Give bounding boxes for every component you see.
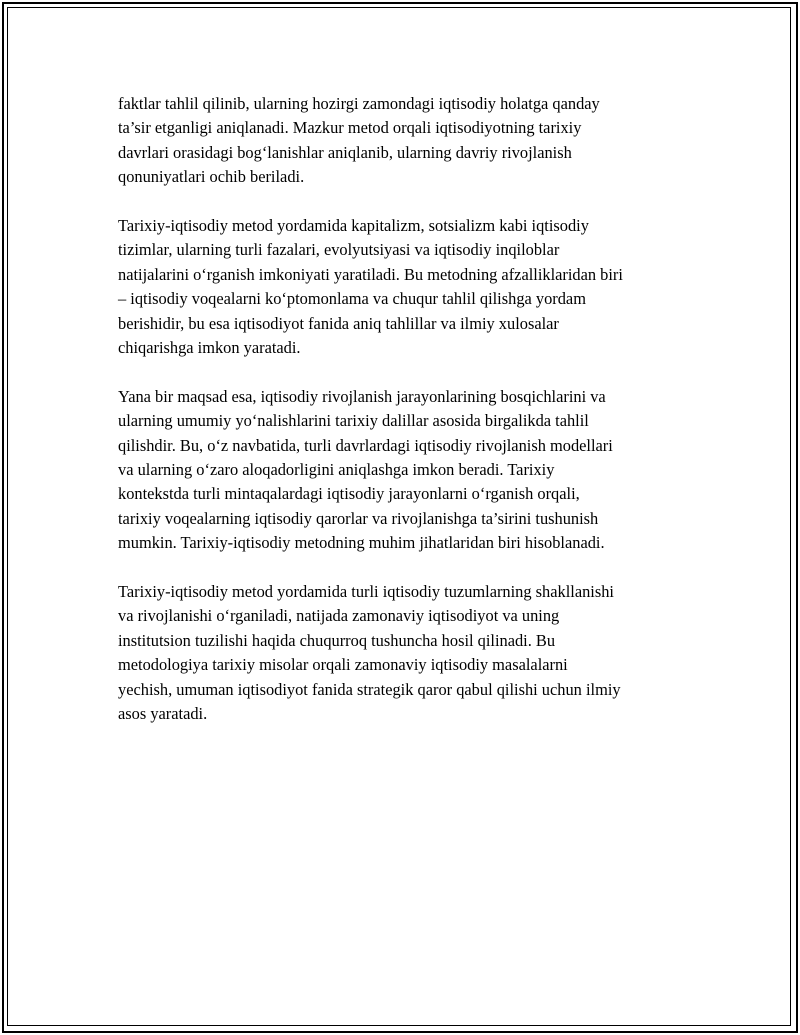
text-line: qilishdir. Bu, o‘z navbatida, turli davrlardagi iqtisodiy rivojlanish modellari	[118, 435, 613, 455]
paragraph-3	[118, 385, 698, 556]
text-line: Yana bir maqsad esa, iqtisodiy rivojlanish jarayonlarining bosqichlarini va	[118, 386, 606, 406]
paragraph-4	[118, 580, 698, 726]
text-line: davrlari orasidagi bog‘lanishlar aniqlanib, ularning davriy rivojlanish	[118, 142, 572, 162]
text-line: berishidir, bu esa iqtisodiyot fanida aniq tahlillar va ilmiy xulosalar	[118, 313, 559, 333]
text-line: chiqarishga imkon yaratadi.	[118, 338, 301, 358]
text-line: tizimlar, ularning turli fazalari, evolyutsiyasi va iqtisodiy inqiloblar	[118, 240, 560, 260]
text-line: faktlar tahlil qilinib, ularning hozirgi zamondagi iqtisodiy holatga qanday	[118, 94, 600, 113]
text-line: Tarixiy-iqtisodiy metod yordamida turli iqtisodiy tuzumlarning shakllanishi	[118, 582, 614, 602]
text-line: va ularning o‘zaro aloqadorligini aniqlashga imkon beradi. Tarixiy	[118, 460, 555, 480]
text-line: asos yaratadi.	[118, 704, 208, 724]
text-line: Tarixiy-iqtisodiy metod yordamida kapitalizm, sotsializm kabi iqtisodiy	[118, 216, 589, 236]
document-body	[118, 92, 698, 751]
text-line: ta’sir etganligi aniqlanadi. Mazkur metod orqali iqtisodiyotning tarixiy	[118, 118, 582, 138]
text-line: mumkin. Tarixiy-iqtisodiy metodning muhim jihatlaridan biri hisoblanadi.	[118, 533, 605, 553]
paragraph-2	[118, 214, 698, 360]
text-line: metodologiya tarixiy misolar orqali zamonaviy iqtisodiy masalalarni	[118, 655, 568, 675]
text-line: tarixiy voqealarning iqtisodiy qarorlar va rivojlanishga ta’sirini tushunish	[118, 508, 599, 528]
text-line: institutsion tuzilishi haqida chuqurroq tushuncha hosil qilinadi. Bu	[118, 630, 556, 650]
text-line: natijalarini o‘rganish imkoniyati yaratiladi. Bu metodning afzalliklaridan biri	[118, 264, 623, 284]
text-line: – iqtisodiy voqealarni ko‘ptomonlama va chuqur tahlil qilishga yordam	[118, 289, 586, 309]
text-line: qonuniyatlari ochib beriladi.	[118, 167, 305, 187]
text-line: ularning umumiy yo‘nalishlarini tarixiy dalillar asosida birgalikda tahlil	[118, 411, 589, 431]
text-line: va rivojlanishi o‘rganiladi, natijada zamonaviy iqtisodiyot va uning	[118, 606, 560, 626]
text-line: kontekstda turli mintaqalardagi iqtisodiy jarayonlarni o‘rganish orqali,	[118, 484, 580, 504]
paragraph-1	[118, 92, 698, 190]
text-line: yechish, umuman iqtisodiyot fanida strategik qaror qabul qilishi uchun ilmiy	[118, 679, 621, 699]
